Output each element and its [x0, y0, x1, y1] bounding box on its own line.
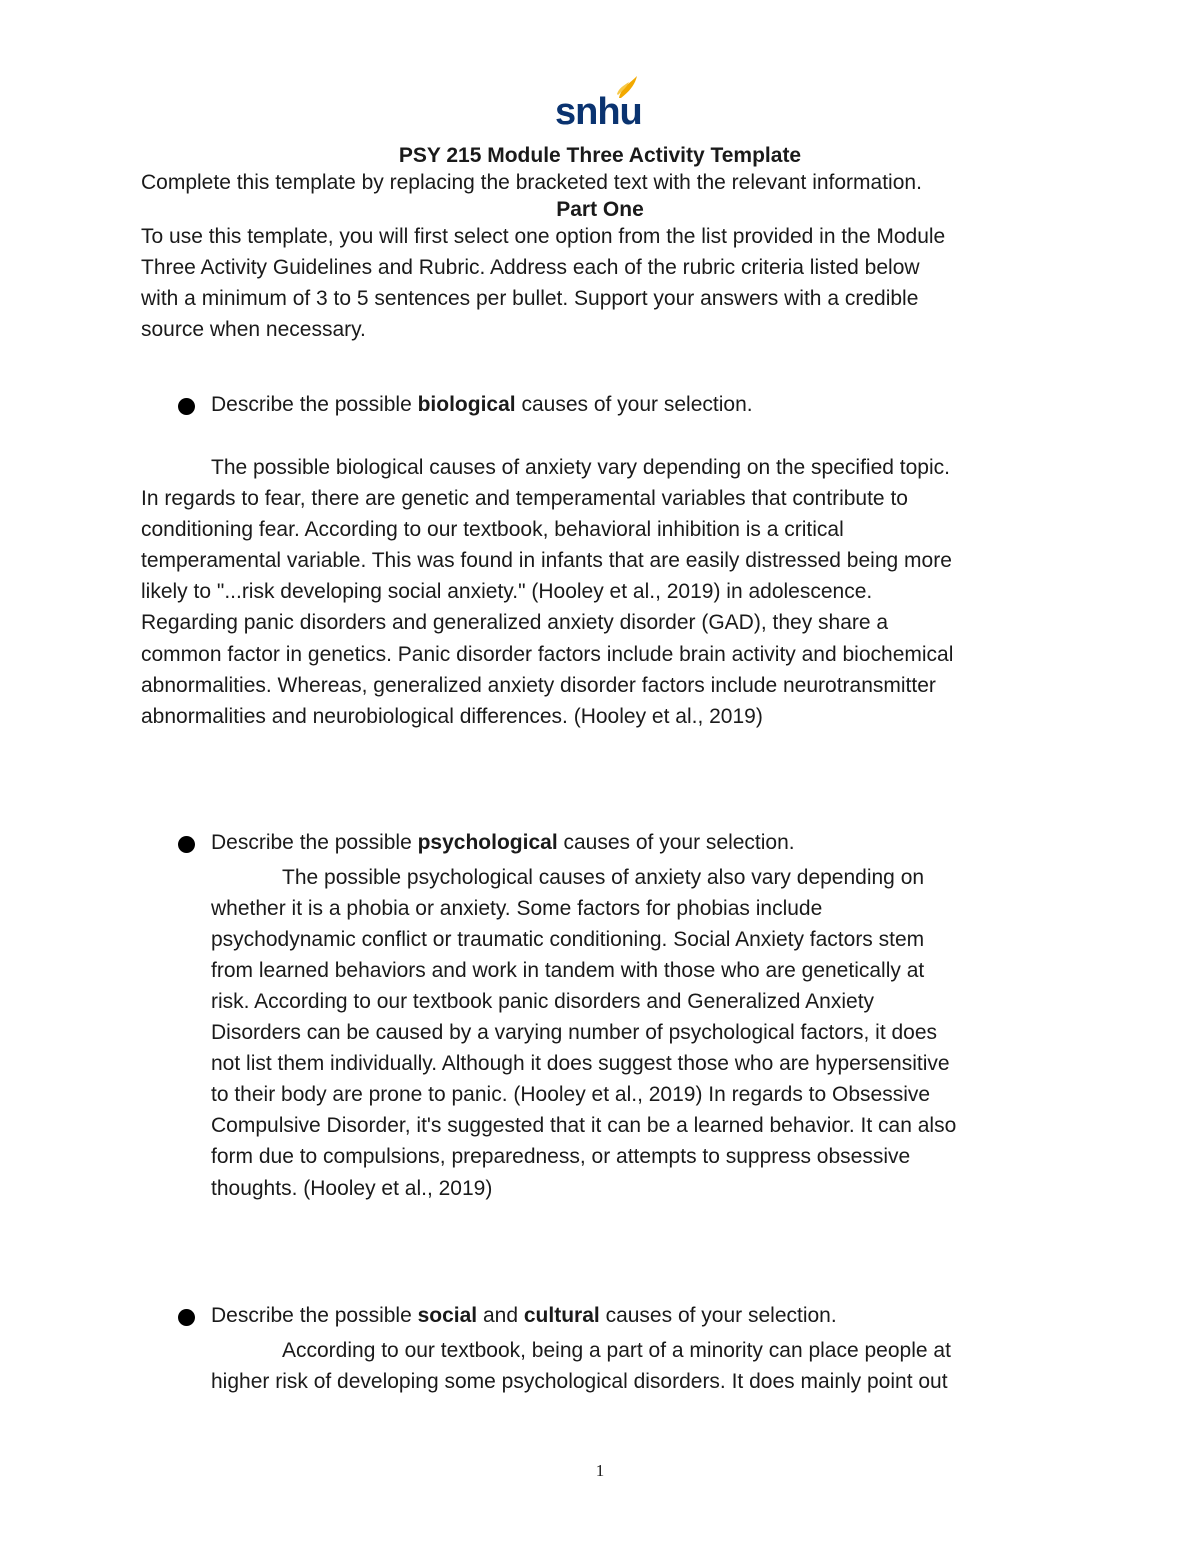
answer-line: abnormalities. Whereas, generalized anxiety disorder factors include neurotransmitter	[141, 674, 936, 697]
bullet-icon	[178, 1309, 195, 1326]
answer-line: not list them individually. Although it does suggest those who are hypersensitive	[211, 1052, 950, 1075]
bullet-prompt: Describe the possible biological causes of your selection.	[211, 393, 753, 416]
answer-line: to their body are prone to panic. (Hooley et al., 2019) In regards to Obsessive	[211, 1083, 931, 1106]
answer-line: In regards to fear, there are genetic and temperamental variables that contribute to	[141, 487, 908, 510]
bullet-prompt: Describe the possible social and cultural causes of your selection.	[211, 1304, 837, 1327]
answer-line: common factor in genetics. Panic disorder factors include brain activity and biochemical	[141, 643, 954, 666]
answer-line: psychodynamic conflict or traumatic conditioning. Social Anxiety factors stem	[211, 928, 925, 951]
answer-line: form due to compulsions, preparedness, or attempts to suppress obsessive	[211, 1145, 911, 1168]
part-heading: Part One	[556, 198, 644, 221]
bullet-icon	[178, 836, 195, 853]
page-number: 1	[595, 1461, 605, 1480]
answer-line: likely to "...risk developing social anxiety." (Hooley et al., 2019) in adolescence.	[141, 580, 873, 603]
answer-line: higher risk of developing some psychological disorders. It does mainly point out	[211, 1370, 948, 1393]
answer-line: thoughts. (Hooley et al., 2019)	[211, 1177, 493, 1200]
answer-line: whether it is a phobia or anxiety. Some factors for phobias include	[211, 897, 823, 920]
bullet-prompt: Describe the possible psychological causes of your selection.	[211, 831, 795, 854]
answer-line: from learned behaviors and work in tandem with those who are genetically at	[211, 959, 925, 982]
answer-line: The possible biological causes of anxiety vary depending on the specified topic.	[211, 456, 950, 479]
intro-line: source when necessary.	[141, 318, 366, 341]
answer-line: abnormalities and neurobiological differences. (Hooley et al., 2019)	[141, 705, 763, 728]
answer-line: Regarding panic disorders and generalized anxiety disorder (GAD), they share a	[141, 611, 889, 634]
bullet-icon	[178, 398, 195, 415]
intro-line: To use this template, you will first select one option from the list provided in the Module	[141, 225, 946, 248]
page-title: PSY 215 Module Three Activity Template	[398, 144, 802, 167]
template-instruction: Complete this template by replacing the bracketed text with the relevant information.	[141, 171, 922, 194]
answer-line: Compulsive Disorder, it's suggested that it can be a learned behavior. It can also	[211, 1114, 957, 1137]
snhu-logo	[555, 74, 642, 134]
intro-line: with a minimum of 3 to 5 sentences per bullet. Support your answers with a credible	[141, 287, 919, 310]
answer-line: risk. According to our textbook panic disorders and Generalized Anxiety	[211, 990, 875, 1013]
answer-line: temperamental variable. This was found in infants that are easily distressed being more	[141, 549, 952, 572]
answer-line: Disorders can be caused by a varying number of psychological factors, it does	[211, 1021, 938, 1044]
answer-line: conditioning fear. According to our textbook, behavioral inhibition is a critical	[141, 518, 844, 541]
intro-line: Three Activity Guidelines and Rubric. Address each of the rubric criteria listed below	[141, 256, 920, 279]
answer-line: According to our textbook, being a part of a minority can place people at	[282, 1339, 951, 1362]
logo-wordmark: snhu	[555, 91, 642, 133]
answer-line: The possible psychological causes of anxiety also vary depending on	[282, 866, 925, 889]
